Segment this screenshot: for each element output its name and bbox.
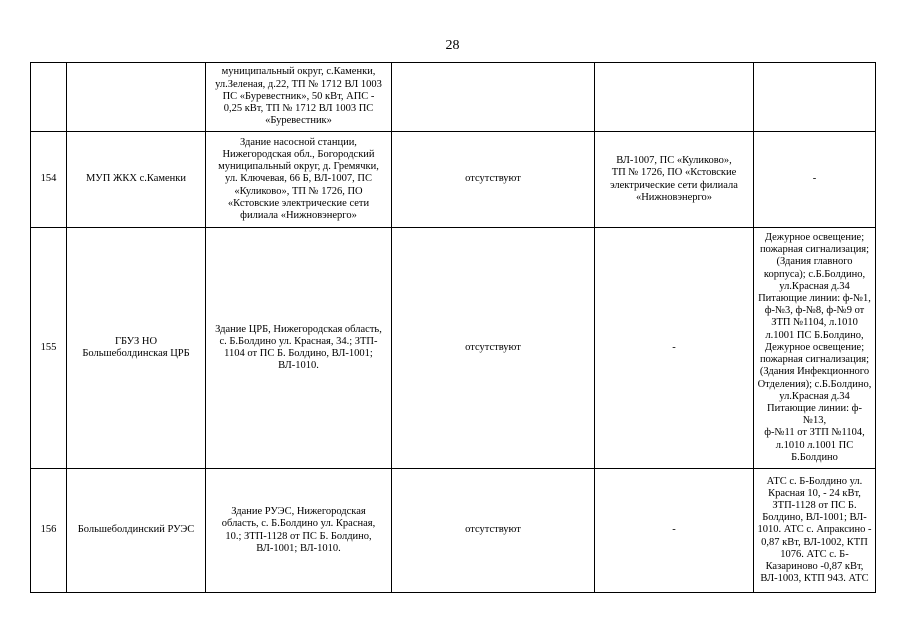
power-supply-cell bbox=[595, 63, 754, 132]
object-cell: муниципальный округ, с.Каменки, ул.Зеленая, д.22, ТП № 1712 ВЛ 1003 ПС «Буревестник», 50 кВт, АПС - 0,25 кВт, ТП № 1712 ВЛ 1003 ПС «Буревестник» bbox=[206, 63, 392, 132]
critical-load-cell: - bbox=[754, 132, 876, 228]
power-supply-cell: - bbox=[595, 469, 754, 593]
backup-sources-cell: отсутствуют bbox=[392, 228, 595, 469]
organization-cell bbox=[67, 63, 206, 132]
organization-cell: МУП ЖКХ с.Каменки bbox=[67, 132, 206, 228]
table-row bbox=[31, 228, 876, 469]
organization-cell: Большеболдинский РУЭС bbox=[67, 469, 206, 593]
power-supply-cell: - bbox=[595, 228, 754, 469]
table-row bbox=[31, 469, 876, 593]
organization-cell: ГБУЗ НО Большеболдинская ЦРБ bbox=[67, 228, 206, 469]
backup-sources-cell bbox=[392, 63, 595, 132]
object-cell: Здание насосной станции, Нижегородская обл., Богородский муниципальный округ, д. Гремячки, ул. Ключевая, 66 Б, ВЛ-1007, ПС «Куликово», ТП № 1726, ПО «Кстовские электрические сети филиала «Нижновэнерго» bbox=[206, 132, 392, 228]
row-number-cell: 154 bbox=[31, 132, 67, 228]
resource-table bbox=[30, 62, 876, 593]
backup-sources-cell: отсутствуют bbox=[392, 132, 595, 228]
row-number-cell: 155 bbox=[31, 228, 67, 469]
critical-load-cell: Дежурное освещение; пожарная сигнализация; (Здания главного корпуса); с.Б.Болдино, ул.Красная д.34 Питающие линии: ф-№1, ф-№3, ф-№8, ф-№9 от ЗТП №1104, л.1010 л.1001 ПС Б.Болдино, Дежурное освещение; пожарная сигнализация; (Здания Инфекционного Отделения); с.Б.Болдино, ул.Красная д.34 Питающие линии: ф-№13, ф-№11 от ЗТП №1104, л.1010 л.1001 ПС Б.Болдино bbox=[754, 228, 876, 469]
row-number-cell bbox=[31, 63, 67, 132]
table-row bbox=[31, 63, 876, 132]
backup-sources-cell: отсутствуют bbox=[392, 469, 595, 593]
page-number: 28 bbox=[445, 38, 460, 53]
critical-load-cell: АТС с. Б-Болдино ул. Красная 10, - 24 кВт, ЗТП-1128 от ПС Б. Болдино, ВЛ-1001; ВЛ- 1010. АТС с. Апраксино - 0,87 кВт, ВЛ-1002, КТП 1076. АТС с. Б- Казариново -0,87 кВт, ВЛ-1003, КТП 943. АТС bbox=[754, 469, 876, 593]
row-number-cell: 156 bbox=[31, 469, 67, 593]
table-row bbox=[31, 132, 876, 228]
object-cell: Здание РУЭС, Нижегородская область, с. Б.Болдино ул. Красная, 10.; ЗТП-1128 от ПС Б. Болдино, ВЛ-1001; ВЛ-1010. bbox=[206, 469, 392, 593]
critical-load-cell bbox=[754, 63, 876, 132]
object-cell: Здание ЦРБ, Нижегородская область, с. Б.Болдино ул. Красная, 34.; ЗТП- 1104 от ПС Б. Болдино, ВЛ-1001; ВЛ-1010. bbox=[206, 228, 392, 469]
power-supply-cell: ВЛ-1007, ПС «Куликово», ТП № 1726, ПО «Кстовские электрические сети филиала «Нижновэнерго» bbox=[595, 132, 754, 228]
